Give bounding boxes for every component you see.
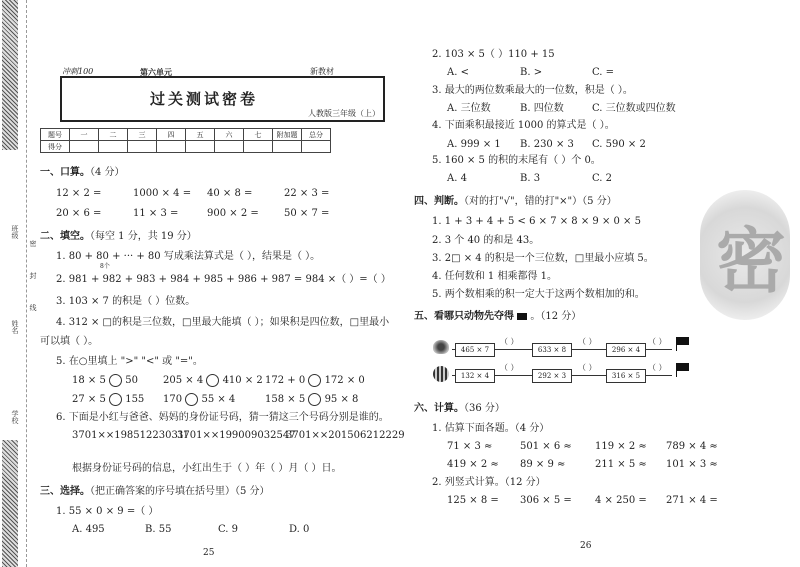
- fill-q6-answer: 根据身份证号码的信息，小红出生于（ ）年（ ）月（ ）日。: [72, 463, 342, 474]
- id-number: 3701××199009032547: [177, 430, 296, 441]
- score-cell[interactable]: [128, 141, 157, 153]
- race-box: 316 × 5: [606, 369, 646, 383]
- answer-paren: （ ）: [578, 363, 597, 372]
- fill-q3: 3. 103 × 7 的积是（ ）位数。: [56, 296, 196, 307]
- hedgehog-icon: [433, 366, 449, 382]
- section-6-title: 六、计算。（36 分）: [414, 403, 505, 414]
- id-number: 3701××19851223031l: [72, 430, 188, 441]
- score-row-label: 得分: [41, 141, 70, 153]
- choice-option[interactable]: C. 590 × 2: [592, 139, 646, 150]
- score-table: [40, 128, 331, 153]
- score-header: 四: [157, 129, 186, 141]
- binding-texture: [2, 440, 18, 567]
- estimate-item: 501 × 6 ≈: [520, 441, 572, 452]
- choice-option[interactable]: A. 4: [447, 173, 467, 184]
- answer-paren: （ ）: [648, 337, 667, 346]
- choice-option[interactable]: A. 三位数: [447, 103, 491, 114]
- edition-label: 人教版三年级（上）: [308, 109, 380, 118]
- series-label: 新教材: [310, 67, 334, 76]
- score-header: 题号: [41, 129, 70, 141]
- choice-option[interactable]: A. 999 × 1: [447, 139, 501, 150]
- compare-item: 170 55 × 4: [163, 394, 236, 405]
- choice-option[interactable]: C. 三位数或四位数: [592, 103, 676, 114]
- choice-option[interactable]: B. 55: [145, 524, 172, 535]
- score-header: 二: [99, 129, 128, 141]
- compare-circle[interactable]: [109, 374, 122, 387]
- score-cell[interactable]: [99, 141, 128, 153]
- binding-label-name: 姓名: [11, 320, 19, 334]
- compare-circle[interactable]: [308, 374, 321, 387]
- estimate-item: 89 × 9 ≈: [520, 459, 566, 470]
- fill-q4a: 4. 312 × □的积是三位数，□里最大能填（ ）；如果积是四位数，□里最小: [56, 317, 390, 328]
- estimate-item: 101 × 3 ≈: [666, 459, 718, 470]
- oral-item: 900 × 2 =: [207, 208, 259, 219]
- score-cell[interactable]: [70, 141, 99, 153]
- compare-item: 158 × 5 95 × 8: [265, 394, 359, 405]
- choice-option[interactable]: B. 3: [520, 173, 541, 184]
- finish-flag-icon: [677, 337, 689, 345]
- vertical-calc-item: 125 × 8 =: [447, 495, 499, 506]
- score-header: 一: [70, 129, 99, 141]
- vertical-calc-item: 4 × 250 =: [595, 495, 647, 506]
- binding-strip: [0, 0, 22, 567]
- section-5-title: 五、看哪只动物先夺得 。（12 分）: [414, 311, 582, 322]
- score-header: 三: [128, 129, 157, 141]
- compare-item: 205 × 4 410 × 2: [163, 375, 263, 386]
- judge-item: 3. 2□ × 4 的积是一个三位数，□里最小应填 5。: [432, 253, 654, 264]
- race-box: 292 × 3: [532, 369, 572, 383]
- oral-item: 11 × 3 =: [133, 208, 179, 219]
- section-1-title: 一、口算。（4 分）: [40, 167, 125, 178]
- choice-q4: 4. 下面乘积最接近 1000 的算式是（ ）。: [432, 120, 615, 131]
- page-number-right: 26: [580, 541, 592, 551]
- duck-icon: [433, 340, 449, 354]
- oral-item: 1000 × 4 =: [133, 188, 192, 199]
- finish-flag-icon: [677, 363, 689, 371]
- oral-item: 20 × 6 =: [56, 208, 102, 219]
- estimate-item: 211 × 5 ≈: [595, 459, 647, 470]
- race-box: 296 × 4: [606, 343, 646, 357]
- choice-q5: 5. 160 × 5 的积的末尾有（ ）个 0。: [432, 155, 601, 166]
- unit-label: 第六单元: [140, 67, 172, 77]
- estimate-item: 789 × 4 ≈: [666, 441, 718, 452]
- choice-option[interactable]: C. 9: [218, 524, 239, 535]
- fill-q4b: 可以填（ ）。: [40, 336, 99, 347]
- score-cell[interactable]: [273, 141, 302, 153]
- choice-option[interactable]: B. 230 × 3: [520, 139, 574, 150]
- flag-icon: [517, 313, 527, 320]
- vertical-calc-item: 306 × 5 =: [520, 495, 572, 506]
- binding-texture: [2, 0, 18, 150]
- choice-q1: 1. 55 × 0 × 9 =（ ）: [56, 506, 159, 517]
- binding-label-class: 班级: [11, 225, 19, 239]
- compare-circle[interactable]: [109, 393, 122, 406]
- brand: 冲刺100: [62, 67, 94, 76]
- answer-paren: （ ）: [648, 363, 667, 372]
- score-cell[interactable]: [302, 141, 331, 153]
- choice-q2: 2. 103 × 5（ ）110 + 15: [432, 49, 555, 60]
- score-cell[interactable]: [157, 141, 186, 153]
- compare-item: 27 × 5 155: [72, 394, 145, 405]
- page-title: 过关测试密卷: [150, 90, 259, 108]
- choice-option[interactable]: D. 0: [289, 524, 310, 535]
- page-number-left: 25: [203, 548, 215, 558]
- score-header: 六: [215, 129, 244, 141]
- judge-item: 5. 两个数相乘的积一定大于这两个数相加的和。: [432, 289, 645, 300]
- compare-item: 172 + 0 172 × 0: [265, 375, 365, 386]
- choice-option[interactable]: C. =: [592, 67, 615, 78]
- fill-q1-sub: 8个: [100, 263, 110, 270]
- estimate-item: 419 × 2 ≈: [447, 459, 499, 470]
- judge-item: 4. 任何数和 1 相乘都得 1。: [432, 271, 557, 282]
- race-box: 633 × 8: [532, 343, 572, 357]
- id-number: 3701××201506212229: [286, 430, 405, 441]
- choice-q3: 3. 最大的两位数乘最大的一位数，积是（ ）。: [432, 85, 633, 96]
- binding-label-school: 学校: [11, 410, 19, 424]
- oral-item: 40 × 8 =: [207, 188, 253, 199]
- cut-line: [26, 0, 27, 567]
- compare-circle[interactable]: [206, 374, 219, 387]
- compare-item: 18 × 5 50: [72, 375, 138, 386]
- section-3-title: 三、选择。（把正确答案的序号填在括号里）（5 分）: [40, 486, 270, 497]
- binding-mi: 密: [29, 240, 37, 247]
- estimate-item: 119 × 2 ≈: [595, 441, 647, 452]
- answer-paren: （ ）: [500, 337, 519, 346]
- fill-q5: 5. 在○里填上 ">" "<" 或 "="。: [56, 356, 203, 367]
- judge-item: 1. 1 + 3 + 4 + 5 < 6 × 7 × 8 × 9 × 0 × 5: [432, 216, 641, 227]
- fill-q2: 2. 981 + 982 + 983 + 984 + 985 + 986 + 987 = 984 ×（ ）=（ ）: [56, 274, 391, 285]
- choice-option[interactable]: B. >: [520, 67, 543, 78]
- compare-circle[interactable]: [308, 393, 321, 406]
- binding-xian: 线: [29, 304, 37, 311]
- calc-q1: 1. 估算下面各题。（4 分）: [432, 423, 550, 434]
- fill-q6: 6. 下面是小红与爸爸、妈妈的身份证号码，猜一猜这三个号码分别是谁的。: [56, 412, 389, 423]
- estimate-item: 71 × 3 ≈: [447, 441, 493, 452]
- section-2-title: 二、填空。（每空 1 分，共 19 分）: [40, 231, 197, 242]
- score-cell[interactable]: [186, 141, 215, 153]
- score-header: 五: [186, 129, 215, 141]
- oral-item: 50 × 7 =: [284, 208, 330, 219]
- race-box: 132 × 4: [455, 369, 495, 383]
- calc-q2: 2. 列竖式计算。（12 分）: [432, 477, 546, 488]
- score-header: 七: [244, 129, 273, 141]
- choice-option[interactable]: C. 2: [592, 173, 613, 184]
- score-header: 总分: [302, 129, 331, 141]
- answer-paren: （ ）: [500, 363, 519, 372]
- answer-paren: （ ）: [578, 337, 597, 346]
- judge-item: 2. 3 个 40 的和是 43。: [432, 235, 540, 246]
- binding-feng: 封: [29, 272, 37, 279]
- race-box: 465 × 7: [455, 343, 495, 357]
- choice-option[interactable]: A. 495: [72, 524, 105, 535]
- score-cell[interactable]: [244, 141, 273, 153]
- vertical-calc-item: 271 × 4 =: [666, 495, 718, 506]
- fill-q1: 1. 80 + 80 + ··· + 80 写成乘法算式是（ ），结果是（ ）。: [56, 251, 321, 262]
- score-header: 附加题: [273, 129, 302, 141]
- section-4-title: 四、判断。（对的打"√"，错的打"×"）（5 分）: [414, 196, 617, 207]
- score-cell[interactable]: [215, 141, 244, 153]
- oral-item: 12 × 2 =: [56, 188, 102, 199]
- choice-option[interactable]: B. 四位数: [520, 103, 564, 114]
- choice-option[interactable]: A. <: [447, 67, 469, 78]
- oral-item: 22 × 3 =: [284, 188, 330, 199]
- compare-circle[interactable]: [185, 393, 198, 406]
- seal-stamp-char: 密: [716, 219, 786, 302]
